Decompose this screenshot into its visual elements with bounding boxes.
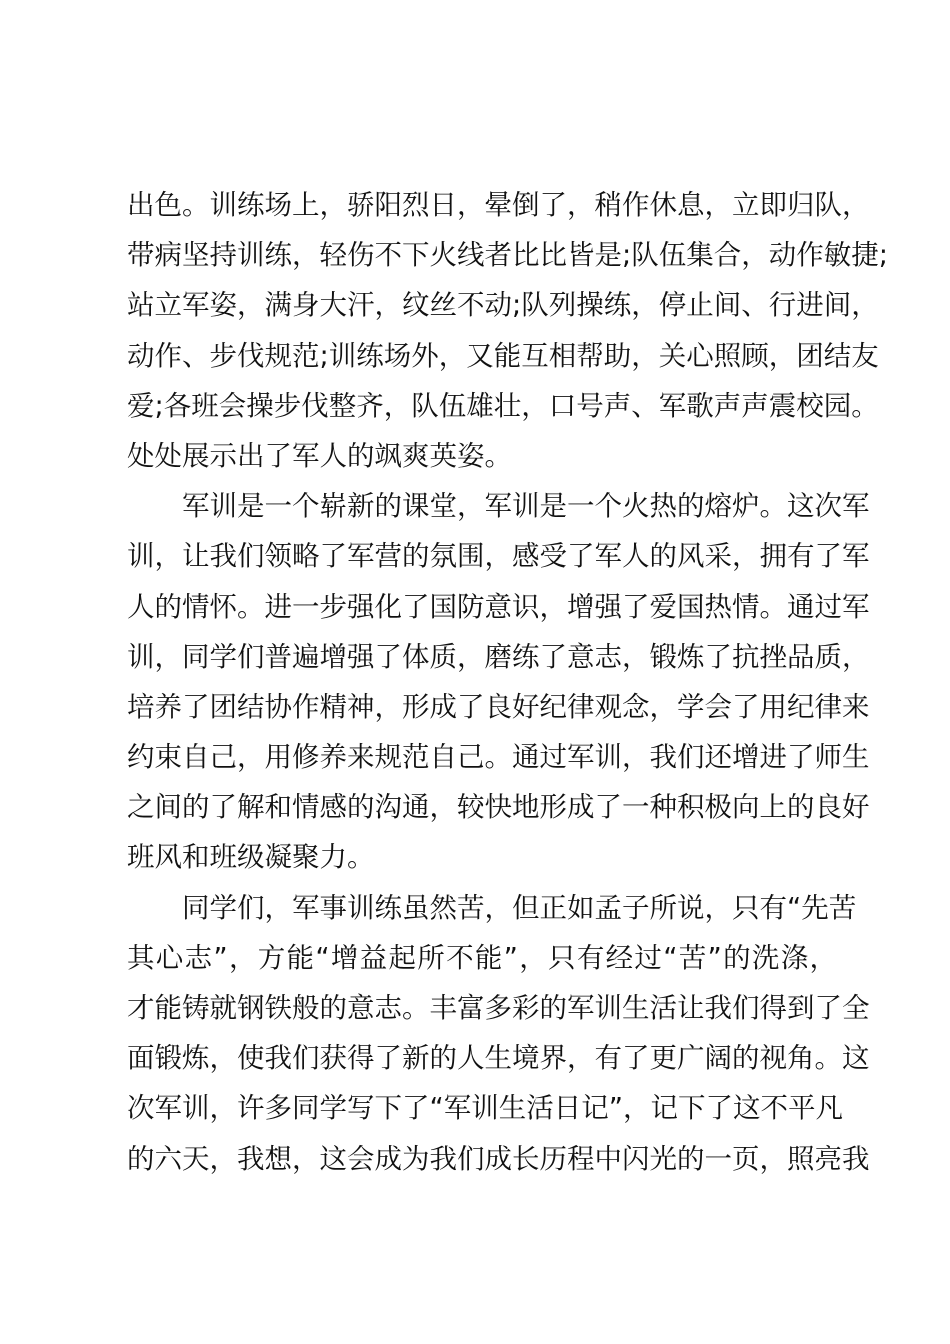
paragraph-start-line: 同学们，军事训练虽然苦，但正如孟子所说，只有“先苦 <box>127 891 857 924</box>
text-line: 才能铸就钢铁般的意志。丰富多彩的军训生活让我们得到了全 <box>127 992 870 1024</box>
body-text <box>127 180 889 1184</box>
text-line: 站立军姿，满身大汗，纹丝不动;队列操练，停止间、行进间， <box>127 289 879 322</box>
text-line: 爱;各班会操步伐整齐，队伍雄壮，口号声、军歌声声震校园。 <box>127 389 879 422</box>
text-line: 面锻炼，使我们获得了新的人生境界，有了更广阔的视角。这 <box>127 1042 870 1075</box>
text-line: 培养了团结协作精神，形成了良好纪律观念，学会了用纪律来 <box>127 690 870 723</box>
text-line: 出色。训练场上，骄阳烈日，晕倒了，稍作休息，立即归队， <box>127 189 870 221</box>
text-line: 动作、步伐规范;训练场外，又能互相帮助，关心照顾，团结友 <box>127 339 879 372</box>
text-line: 次军训，许多同学写下了“军训生活日记”，记下了这不平凡 <box>127 1092 843 1125</box>
text-line: 班风和班级凝聚力。 <box>127 841 375 874</box>
text-line: 人的情怀。进一步强化了国防意识，增强了爱国热情。通过军 <box>127 590 870 623</box>
text-line: 之间的了解和情感的沟通，较快地形成了一种积极向上的良好 <box>127 791 870 824</box>
text-line: 训，同学们普遍增强了体质，磨练了意志，锻炼了抗挫品质， <box>127 640 870 673</box>
text-line: 的六天，我想，这会成为我们成长历程中闪光的一页，照亮我 <box>127 1142 870 1175</box>
text-line: 处处展示出了军人的飒爽英姿。 <box>127 439 512 472</box>
paragraph-start-line: 军训是一个崭新的课堂，军训是一个火热的熔炉。这次军 <box>127 490 870 523</box>
text-line: 训，让我们领略了军营的氛围，感受了军人的风采，拥有了军 <box>127 540 870 573</box>
text-line: 其心志”，方能“增益起所不能”，只有经过“苦”的洗涤， <box>127 941 837 974</box>
text-line: 约束自己，用修养来规范自己。通过军训，我们还增进了师生 <box>127 741 870 774</box>
text-line: 带病坚持训练，轻伤不下火线者比比皆是;队伍集合，动作敏捷; <box>127 239 889 272</box>
